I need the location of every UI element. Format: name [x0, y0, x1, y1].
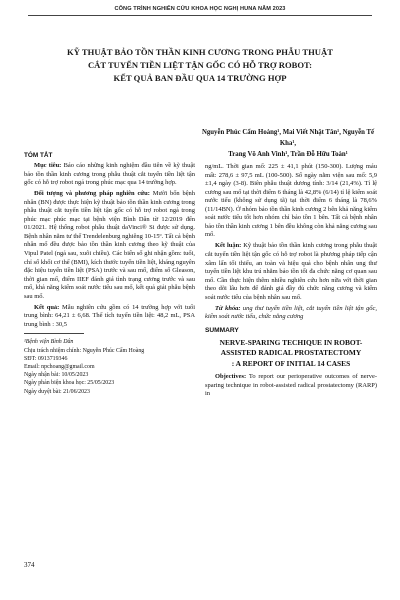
summary-title: NERVE-SPARING TECHIQUE IN ROBOT-ASSISTED RADICAL PROSTATECTOMY : A REPORT OF INITIAL 14 CASES	[219, 337, 363, 368]
page-number: 374	[24, 561, 35, 569]
footnote-accepted: Ngày duyệt bài: 21/06/2023	[24, 388, 90, 395]
keywords-text: ung thư tuyến tiền liệt, cắt tuyến tiền liệt tận gốc, kiểm soát nước tiểu, chức năng cương	[205, 304, 377, 321]
objective-label: Mục tiêu:	[34, 162, 62, 169]
objective-text: Báo cáo những kinh nghiệm đầu tiên về kỹ thuật bảo tồn thần kinh cương trong phẫu thuật cắt tuyến tiền liệt tận gốc có hỗ trợ robot ngả trong phúc mạc qua 14 trường hợp.	[24, 162, 195, 187]
summary-objectives-paragraph	[205, 373, 377, 399]
authors-line-1: Nguyễn Phúc Cẩm Hoàng¹, Mai Viết Nhật Tân¹, Nguyễn Tế Kha¹,	[201, 129, 375, 147]
author-list	[200, 127, 376, 160]
results-text: Mẫu nghiên cứu gồm có 14 trường hợp với tuổi trung bình: 64,21 ± 6,68. Thể tích tuyến tiền liệt: 48,2 mL, PSA trung bình : 30,5	[24, 303, 195, 328]
footnote-email: Email: npchoang@gmail.com	[24, 364, 95, 370]
results-paragraph	[24, 304, 195, 330]
abstract-heading: TÓM TẮT	[24, 152, 53, 159]
conclusion-paragraph	[205, 242, 377, 302]
left-column	[24, 152, 195, 396]
header-divider	[28, 15, 372, 16]
footnote-received: Ngày nhận bài: 10/05/2023	[24, 372, 89, 379]
methods-label: Đối tượng và phương pháp nghiên cứu:	[34, 190, 150, 198]
title-line-3: KẾT QUẢ BAN ĐẦU QUA 14 TRƯỜNG HỢP	[113, 72, 287, 83]
footnote-affiliation: ¹Bệnh viện Bình Dân	[24, 339, 74, 346]
methods-text: Mười bốn bệnh nhân (BN) được thực hiện kỹ thuật bảo tồn thần kinh cương trong phẫu thuật cắt tuyến tiền liệt tận gốc có hỗ trợ robot ngả trong phúc mạc phúc mạc tại bệnh viện Bình Dân từ 12/2019 đến 01/2021. Hệ thống robot phẫu thuật daVinci® Si được sử dụng. Bệnh nhân nằm tư thế Trendelenburg nghiêng 10-15º. Tất cả bệnh nhân mổ đều được bảo tồn thần kinh cương theo kỹ thuật của Vipul Patel (ngả sau, xuôi chiều). Các biến số ghi nhận gồm: tuổi, chỉ số khối cơ thể (BMI), kích thước tuyến tiền liệt, kháng nguyên đặc hiệu tuyến tiền liệt (PSA) trước và sau mổ, điểm số Gleason, thời gian mổ, điểm IIEF đánh giá tình trạng cương trước và sau mổ, khả năng kiểm soát nước tiểu sau mổ, kết quả giải phẫu bệnh sau mổ.	[24, 190, 195, 300]
conclusion-text: Kỹ thuật bảo tồn thần kinh cương trong phẫu thuật cắt tuyến tiền liệt tận gốc có hỗ trợ robot là phương pháp tiếp cận xâm lấn tối thiểu, an toàn và hiệu quả cho bệnh nhân ung thư tuyến tiền liệt khu trú nhằm bảo tồn tối đa chức năng cơ quan sau mổ. Cần thực hiện thêm nhiều nghiên cứu hơn nữa với thời gian theo dõi lâu hơn để đánh giá đầy đủ chức năng cương và kiểm soát nước tiểu của bệnh nhân sau mổ.	[205, 242, 377, 301]
authors-line-2: Trang Võ Anh Vinh¹, Trần Đỗ Hữu Toàn¹	[228, 151, 348, 158]
keywords-paragraph	[205, 305, 377, 322]
methods-paragraph	[24, 190, 195, 301]
results-continued: ng/mL. Thời gian mổ: 225 ± 41,1 phút (150-300). Lượng máu mất: 278,6 ± 97,5 mL (100-500). Số ngày nằm viện sau mổ: 5,9 ±1,4 ngày (3-8). Biên phẫu thuật dương tính: 3/14 (21,4%). Tỉ lệ cương sau mổ tại thời điểm 6 tháng là 42,8% (6/14) tỉ lệ kiểm soát nước tiểu (không sử dụng tã) tại thời điểm 6 tháng là 78,6% (11/14BN). Ở nhóm bảo tồn thần kinh cương 2 bên khả năng kiểm soát nước tiểu tốt hơn nhóm chỉ bảo tồn 1 bên. Tất cả bệnh nhân bảo tồn thần kinh cương 1 bên đều không còn khả năng cương sau mổ.	[205, 163, 377, 239]
summary-objectives-text: To report our perioperative outcomes of nerve-sparing technique in robot-assisted radical prostatectomy (RARP) in	[205, 373, 377, 398]
summary-heading: SUMMARY	[205, 326, 239, 334]
conclusion-label: Kết luận:	[215, 242, 242, 250]
footnote-phone: SĐT: 0913719346	[24, 355, 68, 362]
title-line-2: CẮT TUYẾN TIỀN LIỆT TẬN GỐC CÓ HỖ TRỢ ROBOT:	[87, 59, 313, 70]
objective-paragraph	[24, 162, 195, 188]
running-header: CÔNG TRÌNH NGHIÊN CỨU KHOA HỌC NGHỊ HUNA NĂM 2023	[114, 6, 286, 12]
footnote-corresponding: Chịu trách nhiệm chính: Nguyễn Phúc Cẩm Hoàng	[24, 347, 145, 354]
footnote-divider	[24, 333, 84, 334]
summary-objectives-label: Objectives:	[215, 373, 247, 381]
results-label: Kết quả:	[34, 303, 60, 311]
footnote-reviewed: Ngày phản biện khoa học: 25/05/2023	[24, 380, 115, 387]
footnote	[24, 338, 195, 395]
title-line-1: KỸ THUẬT BẢO TỒN THẦN KINH CƯƠNG TRONG PHẪU THUẬT	[67, 47, 333, 57]
keywords-label: Từ khóa:	[215, 304, 241, 312]
right-column	[205, 163, 377, 401]
article-title	[40, 46, 360, 84]
